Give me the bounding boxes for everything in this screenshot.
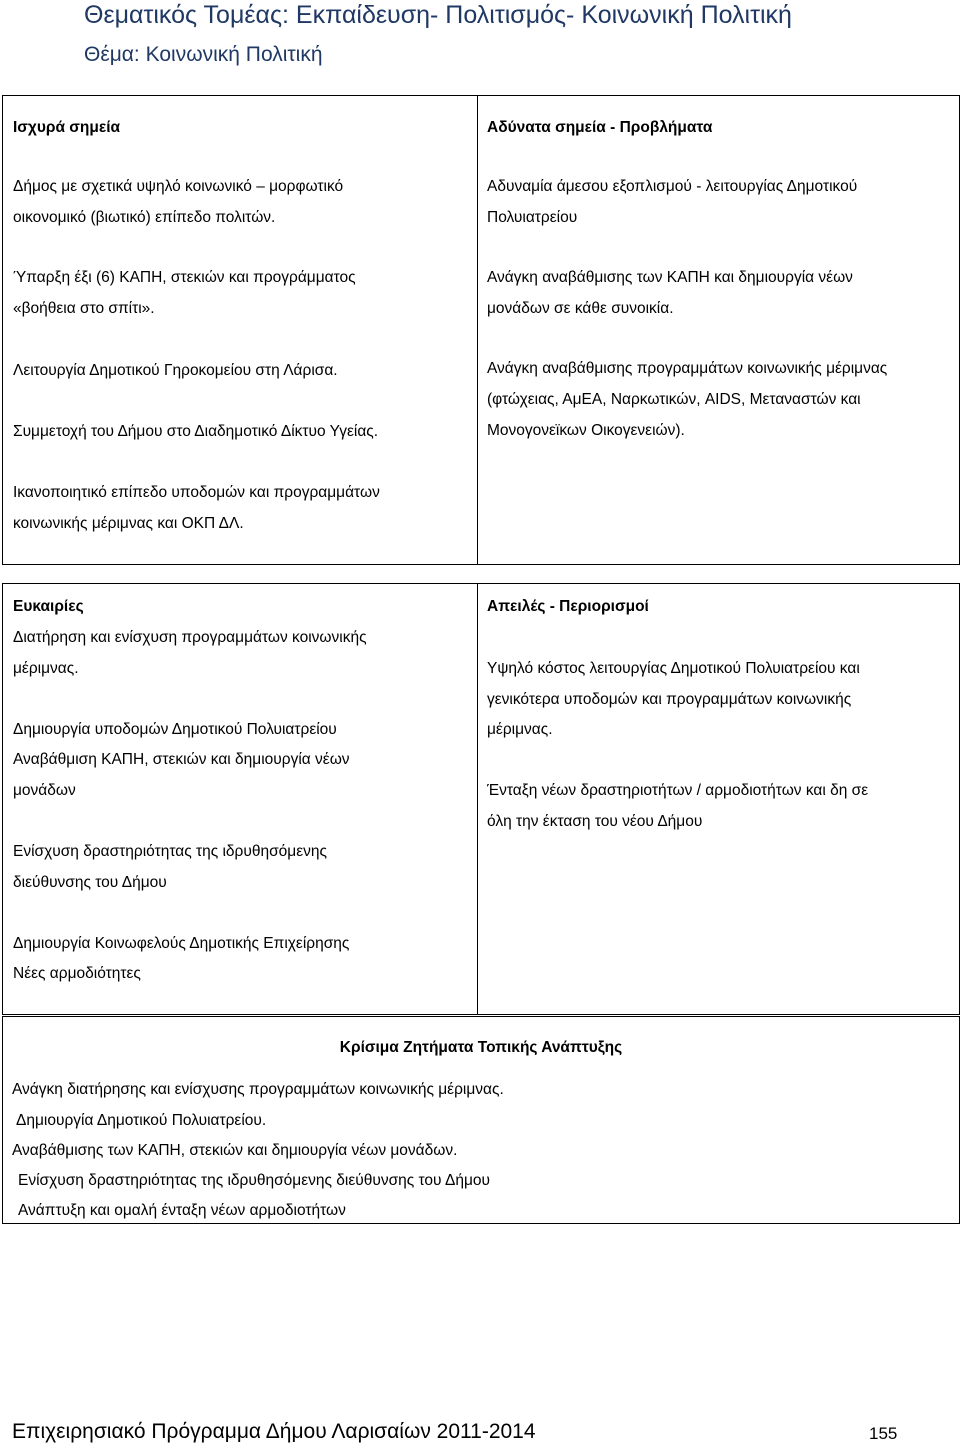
page-number: 155	[869, 1424, 898, 1443]
opportunity-line: Δημιουργία υποδομών Δημοτικού Πολυιατρείου	[13, 721, 337, 738]
strength-line: κοινωνικής μέριμνας και ΟΚΠ ΔΛ.	[13, 515, 244, 532]
page-title: Θεματικός Τομέας: Εκπαίδευση- Πολιτισμός- Κοινωνική Πολιτική	[84, 1, 792, 29]
threat-line: Υψηλό κόστος λειτουργίας Δημοτικού Πολυιατρείου και	[487, 660, 860, 677]
weakness-line: Μονογονεϊκων Οικογενειών).	[487, 422, 685, 439]
opportunity-line: Δημιουργία Κοινωφελούς Δημοτικής Επιχείρησης	[13, 935, 350, 952]
opportunity-line: Ενίσχυση δραστηριότητας της ιδρυθησόμενης	[13, 843, 327, 860]
critical-issues-heading: Κρίσιμα Ζητήματα Τοπικής Ανάπτυξης	[339, 1039, 623, 1056]
weakness-line: μονάδων σε κάθε συνοικία.	[487, 300, 674, 317]
critical-issue-item: Δημιουργία Δημοτικού Πολυιατρείου.	[16, 1112, 267, 1129]
strength-line: οικονομικό (βιωτικό) επίπεδο πολιτών.	[13, 209, 276, 226]
table-divider	[477, 583, 478, 1015]
threat-line: μέριμνας.	[487, 721, 553, 738]
threat-line: Ένταξη νέων δραστηριοτήτων / αρμοδιοτήτων και δη σε	[487, 782, 869, 799]
strength-line: Λειτουργία Δημοτικού Γηροκομείου στη Λάρισα.	[13, 362, 338, 379]
critical-issue-item: Ενίσχυση δραστηριότητας της ιδρυθησόμενης διεύθυνσης του Δήμου	[18, 1172, 490, 1189]
table-divider	[477, 95, 478, 565]
strength-line: Ικανοποιητικό επίπεδο υποδομών και προγραμμάτων	[13, 484, 380, 501]
opportunity-line: μέριμνας.	[13, 660, 79, 677]
weakness-line: (φτώχειας, ΑμΕΑ, Ναρκωτικών, AIDS, Μεταναστών και	[487, 391, 861, 408]
weakness-line: Αδυναμία άμεσου εξοπλισμού - λειτουργίας Δημοτικού	[487, 178, 858, 195]
threat-line: όλη την έκταση του νέου Δήμου	[487, 813, 703, 830]
opportunity-line: Νέες αρμοδιότητες	[13, 965, 141, 982]
critical-issue-item: Ανάγκη διατήρησης και ενίσχυσης προγραμμάτων κοινωνικής μέριμνας.	[12, 1081, 504, 1098]
critical-issue-item: Αναβάθμισης των ΚΑΠΗ, στεκιών και δημιουργία νέων μονάδων.	[12, 1142, 458, 1159]
strength-line: Δήμος με σχετικά υψηλό κοινωνικό – μορφωτικό	[13, 178, 344, 195]
threats-heading: Απειλές - Περιορισμοί	[487, 598, 649, 615]
weakness-line: Ανάγκη αναβάθμισης προγραμμάτων κοινωνικής μέριμνας	[487, 360, 888, 377]
strength-line: Ύπαρξη έξι (6) ΚΑΠΗ, στεκιών και προγράμματος	[13, 269, 356, 286]
strength-line: «βοήθεια στο σπίτι».	[13, 300, 155, 317]
footer-title: Επιχειρησιακό Πρόγραμμα Δήμου Λαρισαίων 2011-2014	[12, 1420, 536, 1443]
critical-issue-item: Ανάπτυξη και ομαλή ένταξη νέων αρμοδιοτήτων	[18, 1202, 346, 1219]
strengths-heading: Ισχυρά σημεία	[13, 119, 121, 136]
weakness-line: Ανάγκη αναβάθμισης των ΚΑΠΗ και δημιουργία νέων	[487, 269, 853, 286]
opportunity-line: μονάδων	[13, 782, 76, 799]
opportunity-line: Διατήρηση και ενίσχυση προγραμμάτων κοινωνικής	[13, 629, 367, 646]
weaknesses-heading: Αδύνατα σημεία - Προβλήματα	[487, 119, 713, 136]
page-subtitle: Θέμα: Κοινωνική Πολιτική	[84, 43, 323, 66]
weakness-line: Πολυιατρείου	[487, 209, 578, 226]
opportunity-line: διεύθυνσης του Δήμου	[13, 874, 167, 891]
strength-line: Συμμετοχή του Δήμου στο Διαδημοτικό Δίκτυο Υγείας.	[13, 423, 379, 440]
opportunity-line: Αναβάθμιση ΚΑΠΗ, στεκιών και δημιουργία νέων	[13, 751, 350, 768]
opportunities-heading: Ευκαιρίες	[13, 598, 84, 615]
threat-line: γενικότερα υποδομών και προγραμμάτων κοινωνικής	[487, 691, 852, 708]
